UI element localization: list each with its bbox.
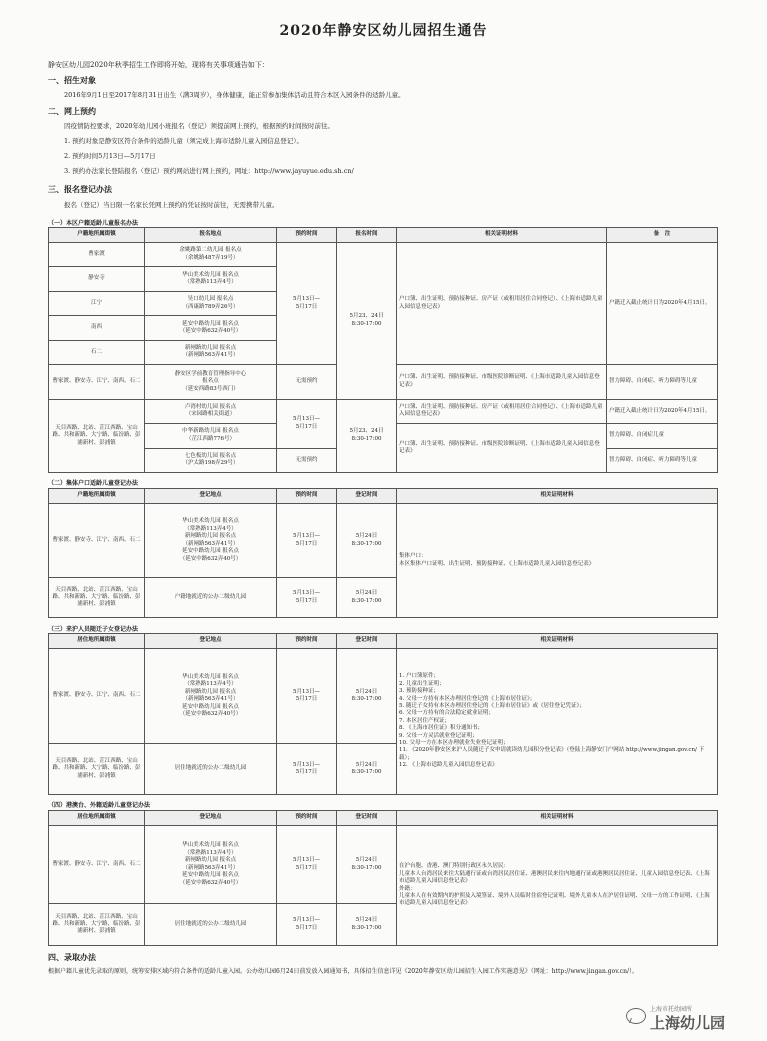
- material-item: 7. 本区居住产权证；: [399, 717, 450, 724]
- section-heading-2: 二、网上预约: [48, 106, 96, 116]
- table-header: 登记地点: [145, 489, 277, 504]
- reg-time-cell: 5月23、24日 8:30-17:00: [337, 243, 397, 400]
- site-cell: 昊口幼儿园 报名点 （西康路789弄26号）: [145, 291, 277, 315]
- material-item: 11. 《2020年静安区来沪人员随迁子女申请就读幼儿园积分登记表》（登陆上海静安门户网站 http://www.jingan.gov.cn/ 下载）；: [399, 747, 705, 761]
- material-item: 5. 随迁子女持有本区办理居住登记的《上海市居住证》或《居住登记凭证》；: [399, 702, 585, 709]
- note-cell: 智力障碍、自闭症儿童: [607, 424, 718, 448]
- table-header: 登记地点: [145, 811, 277, 826]
- material-item: 6. 父母一方持有的合法稳定就业证明；: [399, 710, 494, 717]
- note-cell: 智力障碍、自闭症、听力障碍等儿童: [607, 448, 718, 472]
- table-header-row: [49, 811, 718, 826]
- section-2-line: 2. 预约时间5月13日—5月17日: [64, 152, 156, 160]
- table-header: 报名时间: [337, 228, 397, 243]
- section-heading-3: 三、报名登记办法: [48, 184, 112, 194]
- table1-label: （一）本区户籍适龄儿童报名办法: [48, 220, 139, 227]
- logo-title: 上海幼儿园: [650, 1014, 726, 1032]
- material-item: 1. 户口簿原件；: [399, 673, 439, 680]
- book-time-cell: 5月13日— 5月17日: [277, 744, 337, 795]
- section-heading-1: 一、招生对象: [48, 75, 96, 85]
- table-header: 相关证明材料: [397, 811, 718, 826]
- section-3-line: 报名（登记）当日限一名家长凭网上预约的凭证按时前往，无需携带儿童。: [64, 201, 279, 209]
- book-time-cell: 5月13日— 5月17日: [277, 243, 337, 365]
- table-header: 登记时间: [337, 489, 397, 504]
- section-2-line: 因疫情防控要求，2020年幼儿园小班报名（登记）须提前网上预约，根据预约时间按时前往。: [64, 122, 335, 130]
- area-cell: 曹家渡、静安寺、江宁、南西、石二: [49, 649, 145, 744]
- reg-time-cell: 5月23、24日 8:30-17:00: [337, 399, 397, 472]
- note-cell: 智力障碍、自闭症、听力障碍等儿童: [607, 365, 718, 400]
- table-header: 预约时间: [277, 228, 337, 243]
- section-heading-4: 四、录取办法: [48, 952, 96, 962]
- area-cell: 南西: [49, 316, 145, 340]
- area-cell: 石二: [49, 340, 145, 364]
- note-cell: 户籍迁入截止统计日为2020年4月15日。: [607, 243, 718, 365]
- table-header: 户籍地所属街镇: [49, 489, 145, 504]
- site-cell: 延安中路幼儿园 报名点 （延安中路632弄40号）: [145, 316, 277, 340]
- table-row: [49, 649, 718, 744]
- site-cell: 华山美术幼儿园 报名点 （常熟路113弄4号） 新闸路幼儿园 报名点 （新闸路563弄41号） 延安中路幼儿园 报名点 （延安中路632弄40号）: [145, 826, 277, 904]
- area-cell: 天目西路、北站、芷江西路、宝山路、共和新路、大宁路、临汾路、彭浦新村、彭浦镇: [49, 904, 145, 946]
- site-cell: 新闸路幼儿园 报名点 （新闸路563弄41号）: [145, 340, 277, 364]
- section-1-line: 2016年9月1日至2017年8月31日出生（满3周岁），身体健康，能正常参加集体活动且符合本区入园条件的适龄儿童。: [64, 91, 405, 99]
- table-header: 相关证明材料: [397, 634, 718, 649]
- book-time-cell: 5月13日— 5月17日: [277, 578, 337, 618]
- reg-time-cell: 5月24日 8:30-17:00: [337, 578, 397, 618]
- material-cell: 户口簿、出生证明、预防接种证、市级医院诊断证明、《上海市适龄儿童入园信息登记表》: [397, 365, 607, 400]
- area-cell: 曹家渡、静安寺、江宁、南西、石二: [49, 365, 145, 400]
- site-cell: 静安区学前教育管理指导中心 报名点 （延安西路83号西门）: [145, 365, 277, 400]
- table-header: 相关证明材料: [397, 228, 607, 243]
- material-item: 4. 父母一方持有本区办理居住登记的《上海市居住证》；: [399, 695, 536, 702]
- area-cell: 天目西路、北站、芷江西路、宝山路、共和新路、大宁路、临汾路、彭浦新村、彭浦镇: [49, 744, 145, 795]
- area-cell: 天目西路、北站、芷江西路、宝山路、共和新路、大宁路、临汾路、彭浦新村、彭浦镇: [49, 578, 145, 618]
- site-cell: 余姚路第二幼儿园 报名点 （余姚路487弄19号）: [145, 243, 277, 267]
- table-header: 报名地点: [145, 228, 277, 243]
- table-header: 预约时间: [277, 489, 337, 504]
- table-migrant-children: [48, 633, 718, 795]
- table-header: 户籍地所属街镇: [49, 228, 145, 243]
- site-cell: 居住地就近的公办二级幼儿园: [145, 744, 277, 795]
- table-header: 备 注: [607, 228, 718, 243]
- section-2-line: 3. 预约办法家长登陆报名（登记）预约网站进行网上预约，网址：http://www.jayuyue.edu.sh.cn/: [64, 167, 354, 175]
- table-row: [49, 826, 718, 904]
- area-cell: 曹家渡、静安寺、江宁、南西、石二: [49, 504, 145, 578]
- table-header: 相关证明材料: [397, 489, 718, 504]
- chat-bubble-icon: [626, 1008, 646, 1024]
- reg-time-cell: 5月24日 8:30-17:00: [337, 744, 397, 795]
- material-cell: 在沪台胞、香港、澳门特别行政区永久居民： 儿童本人台湾居民来往大陆通行证或台湾居民居住证、港澳居民来往内地通行证或港澳居民居住证、儿童入园信息登记表、《上海市适龄儿童入园信息登记表》 外籍： 儿童本人在有效期内的护照及入境签证、境外人员临时住宿登记证明、境外儿童本人在沪居住证明、父母一方的工作证明、《上海市适龄儿童入园信息登记表》: [397, 826, 718, 946]
- table-row: [49, 243, 718, 267]
- table-header-row: [49, 228, 718, 243]
- book-time-cell: 5月13日— 5月17日: [277, 826, 337, 904]
- site-cell: 卢湾村幼儿园 报名点 （宋园路相关街道）: [145, 399, 277, 423]
- book-time-cell: 5月13日— 5月17日: [277, 904, 337, 946]
- section-4-text: 根据户籍儿童优先录取的原则，统筹安排区域内符合条件的适龄儿童入园。公办幼儿园6月24日前发放入园通知书，具体招生信息详见《2020年静安区幼儿园招生入园工作实施意见》（网址：http://www.jingan.gov.cn/）。: [48, 968, 639, 975]
- table-header: 居住地所属街镇: [49, 811, 145, 826]
- book-time-cell: 5月13日— 5月17日: [277, 504, 337, 578]
- table-header: 居住地所属街镇: [49, 634, 145, 649]
- site-cell: 户籍地就近的公办二级幼儿园: [145, 578, 277, 618]
- site-cell: 华山美术幼儿园 报名点 （常熟路113弄4号）: [145, 267, 277, 291]
- material-cell: 集体户口： 本区集体户口证明、出生证明、预防接种证、《上海市适龄儿童入园信息登记表》: [397, 504, 718, 618]
- section-2-line: 1. 预约对象是静安区符合条件的适龄儿童（须完成上海市适龄儿童入园信息登记）。: [64, 137, 304, 145]
- reg-time-cell: 5月24日 8:30-17:00: [337, 904, 397, 946]
- book-time-cell: 5月13日— 5月17日: [277, 399, 337, 448]
- table-header-row: [49, 634, 718, 649]
- table-row: [49, 504, 718, 578]
- table-row: [49, 399, 718, 423]
- table3-label: （三）来沪人员随迁子女登记办法: [48, 626, 139, 633]
- table2-label: （二）集体户口适龄儿童登记办法: [48, 480, 139, 487]
- material-item: 2. 儿童出生证明；: [399, 680, 445, 687]
- area-cell: 曹家渡: [49, 243, 145, 267]
- note-cell: 户籍迁入截止统计日为2020年4月15日。: [607, 399, 718, 423]
- table-local-registration: [48, 227, 718, 473]
- reg-time-cell: 5月24日 8:30-17:00: [337, 826, 397, 904]
- site-cell: 华山美术幼儿园 报名点 （常熟路113弄4号） 新闸路幼儿园 报名点 （新闸路563弄41号） 延安中路幼儿园 报名点 （延安中路632弄40号）: [145, 649, 277, 744]
- area-cell: 曹家渡、静安寺、江宁、南西、石二: [49, 826, 145, 904]
- material-item: 12. 《上海市适龄儿童入园信息登记表》: [399, 762, 498, 769]
- table-collective-household: [48, 488, 718, 618]
- table-header: 登记时间: [337, 634, 397, 649]
- material-cell: [397, 649, 718, 795]
- site-cell: 居住地就近的公办二级幼儿园: [145, 904, 277, 946]
- area-cell: 静安寺: [49, 267, 145, 291]
- material-cell: 户口簿、出生证明、预防接种证、市级医院诊断证明、《上海市适龄儿童入园信息登记表》: [397, 424, 607, 473]
- material-item: 3. 预防接种证；: [399, 688, 439, 695]
- page-title: 2020年静安区幼儿园招生通告: [279, 23, 488, 39]
- table-header: 预约时间: [277, 811, 337, 826]
- intro-text: 静安区幼儿园2020年秋季招生工作即将开始，现将有关事项通告如下：: [48, 61, 269, 69]
- material-cell: 户口簿、出生证明、预防接种证、房产证（或租用居住合同登记）、《上海市适龄儿童入园信息登记表》: [397, 399, 607, 423]
- site-cell: 中华新路幼儿园 报名点 （芷江西路776号）: [145, 424, 277, 448]
- table-hk-macau-taiwan-foreign: [48, 810, 718, 946]
- site-cell: 七色板幼儿园 报名点 （沪太路198弄29号）: [145, 448, 277, 472]
- table-header: 登记时间: [337, 811, 397, 826]
- table4-label: （四）港澳台、外籍适龄儿童登记办法: [48, 802, 151, 809]
- site-cell: 华山美术幼儿园 报名点 （常熟路113弄4号） 新闸路幼儿园 报名点 （新闸路563弄41号） 延安中路幼儿园 报名点 （延安中路632弄40号）: [145, 504, 277, 578]
- watermark-logo: [626, 1002, 751, 1032]
- logo-subtitle: 上海市托幼园所: [650, 1006, 693, 1013]
- area-cell: 江宁: [49, 291, 145, 315]
- material-item: 9. 父母一方灵活就业登记证明；: [399, 732, 478, 739]
- material-cell: 户口簿、出生证明、预防接种证、房产证（或租用居住合同登记）、《上海市适龄儿童入园信息登记表》: [397, 243, 607, 365]
- book-time-cell: 无需预约: [277, 365, 337, 400]
- book-time-cell: 无需预约: [277, 448, 337, 472]
- table-header: 登记地点: [145, 634, 277, 649]
- reg-time-cell: 5月24日 8:30-17:00: [337, 649, 397, 744]
- table-header: 预约时间: [277, 634, 337, 649]
- material-item: 10. 父母一方在本区办理就业失业登记证明；: [399, 740, 509, 747]
- material-item: 8. 《上海市居住证》积分通知书；: [399, 725, 483, 732]
- book-time-cell: 5月13日— 5月17日: [277, 649, 337, 744]
- table-header-row: [49, 489, 718, 504]
- area-cell: 天目西路、北站、芷江西路、宝山路、共和新路、大宁路、临汾路、彭浦新村、彭浦镇: [49, 399, 145, 472]
- reg-time-cell: 5月24日 8:30-17:00: [337, 504, 397, 578]
